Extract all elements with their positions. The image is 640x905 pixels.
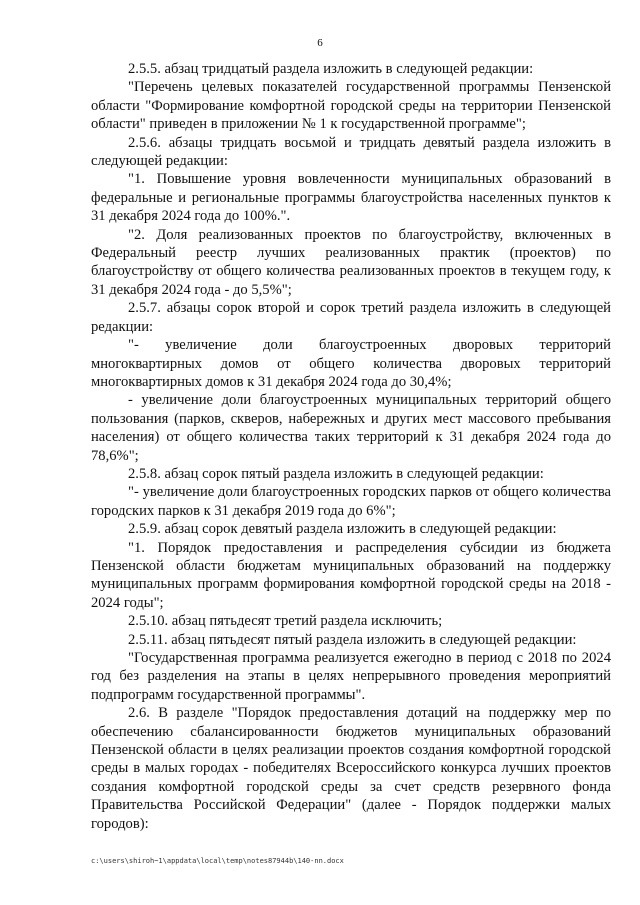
paragraph-2-5-8-text: "- увеличение доли благоустроенных городских парков от общего количества городских парков к 31 декабря 2019 года до 6%";: [91, 484, 611, 519]
paragraph-2-5-7-heading: 2.5.7. абзацы сорок второй и сорок третий раздела изложить в следующей редакции:: [91, 300, 611, 335]
paragraph-2-5-11-heading: 2.5.11. абзац пятьдесят пятый раздела изложить в следующей редакции:: [128, 631, 577, 648]
paragraph-2-5-7-item-1: "- увеличение доли благоустроенных дворовых территорий многоквартирных домов от общего количества дворовых территорий многоквартирных домов к 31 декабря 2024 года до 30,4%;: [91, 337, 611, 390]
paragraph-2-5-9-text: "1. Порядок предоставления и распределения субсидии из бюджета Пензенской области бюджетам муниципальных образований на поддержку муниципальных программ формирования комфортной городской среды на 2018 - 2024 годы";: [91, 539, 611, 611]
paragraph-2-5-8-heading: 2.5.8. абзац сорок пятый раздела изложить в следующей редакции:: [128, 465, 544, 482]
paragraph-2-5-6-item-2: "2. Доля реализованных проектов по благоустройству, включенных в Федеральный реестр лучших реализованных практик (проектов) по благоустройству от общего количества реализованных проектов в текущем году, к 31 декабря 2024 года - до 5,5%";: [91, 226, 611, 298]
paragraph-2-5-7-item-2: - увеличение доли благоустроенных муниципальных территорий общего пользования (парков, скверов, набережных и других мест массового пребывания населения) от общего количества таких территорий к 31 декабря 2024 года до 78,6%";: [91, 392, 611, 464]
page-number: 6: [317, 37, 323, 49]
paragraph-2-5-5-heading: 2.5.5. абзац тридцатый раздела изложить в следующей редакции:: [128, 61, 534, 77]
document-body: [91, 60, 611, 833]
paragraph-2-5-9-heading: 2.5.9. абзац сорок девятый раздела изложить в следующей редакции:: [128, 521, 557, 538]
paragraph-2-6: 2.6. В разделе "Порядок предоставления дотаций на поддержку мер по обеспечению сбалансированности бюджетов муниципальных образований Пензенской области в целях реализации проектов создания комфортной городской среды в малых городах - победителях Всероссийского конкурса лучших проектов создания комфортной городской среды за счет средств резервного фонда Правительства Российской Федерации" (далее - Порядок поддержки малых городов):: [91, 705, 611, 832]
paragraph-2-5-6-heading: 2.5.6. абзацы тридцать восьмой и тридцать девятый раздела изложить в следующей редакции:: [91, 134, 611, 170]
paragraph-2-5-11-text: "Государственная программа реализуется ежегодно в период с 2018 по 2024 год без разделения на этапы в целях непрерывного проведения мероприятий подпрограмм государственной программы".: [91, 650, 611, 703]
file-path-footer: c:\users\shiroh~1\appdata\local\temp\notes87944b\140-nn.docx: [91, 857, 344, 865]
paragraph-2-5-6-item-1: "1. Повышение уровня вовлеченности муниципальных образований в федеральные и региональные программы благоустройства населенных пунктов к 31 декабря 2024 года до 100%.".: [91, 171, 611, 225]
paragraph-2-5-5-text: "Перечень целевых показателей государственной программы Пензенской области "Формирование комфортной городской среды на территории Пензенской области" приведен в приложении № 1 к государственной программе";: [91, 79, 611, 133]
paragraph-2-5-10: 2.5.10. абзац пятьдесят третий раздела исключить;: [128, 613, 443, 630]
